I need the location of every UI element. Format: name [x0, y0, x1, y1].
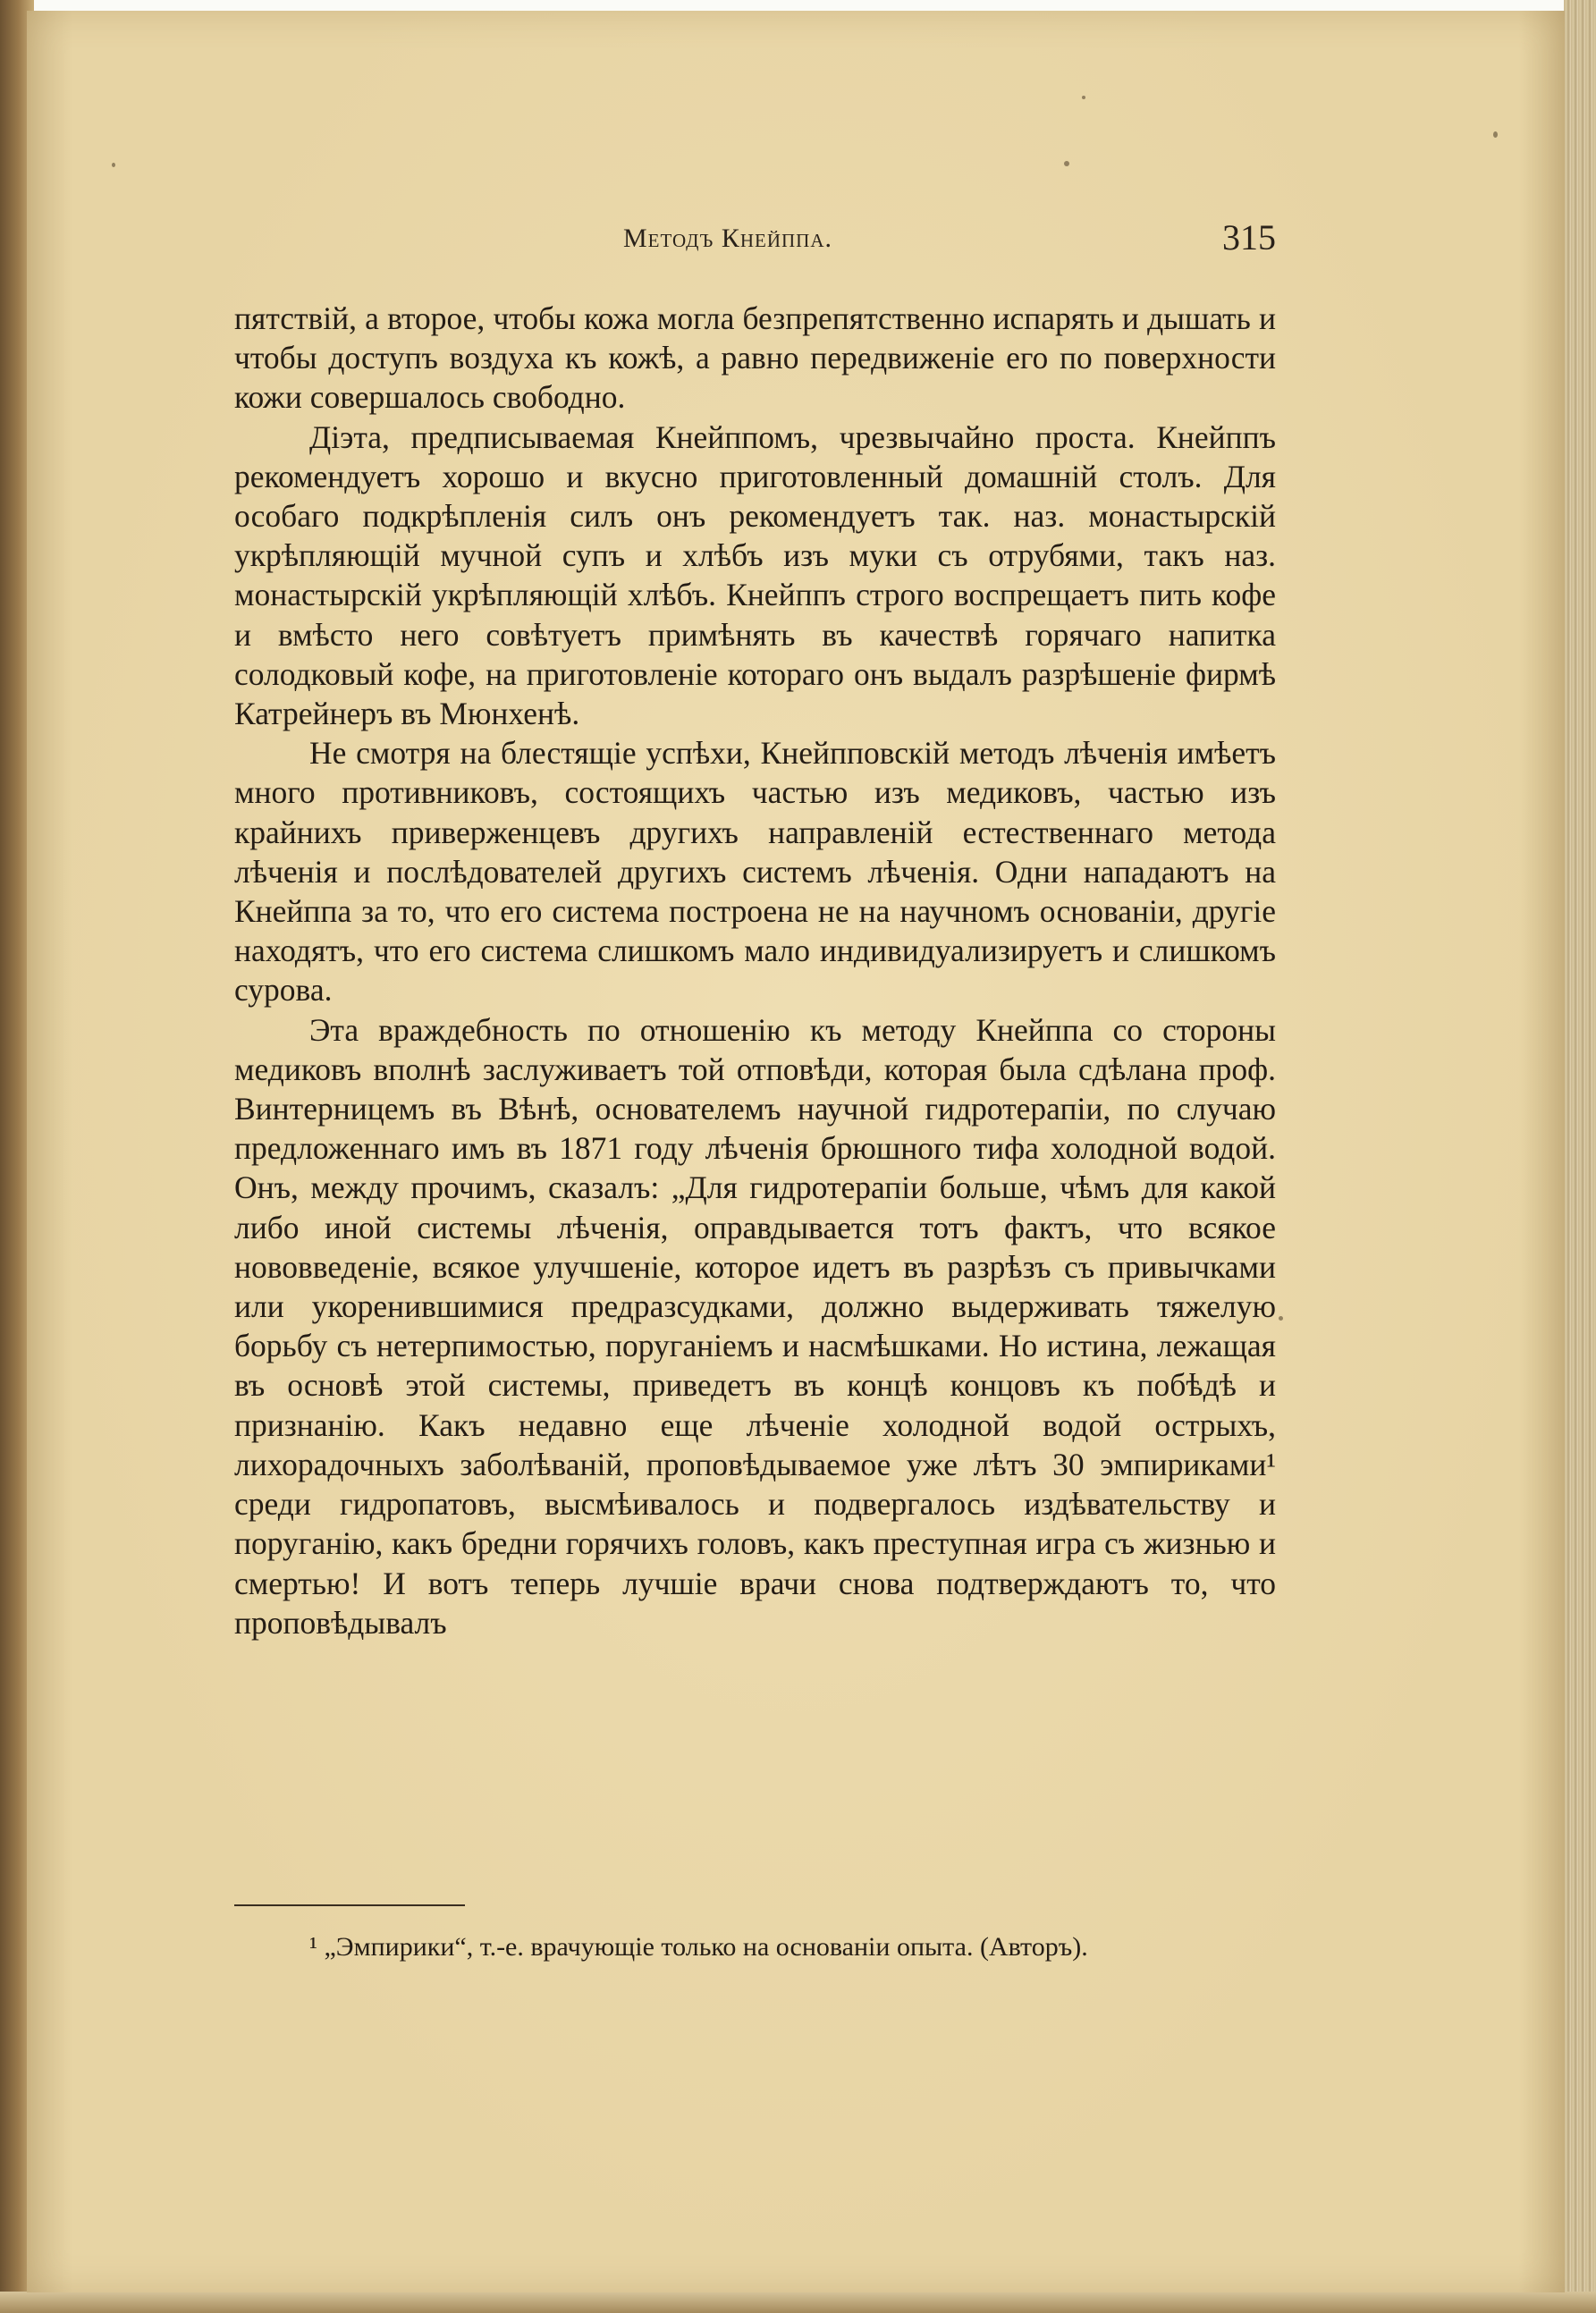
footnote-divider: [234, 1904, 465, 1906]
paragraph-3: Не смотря на блестящіе успѣхи, Кнейпповскій методъ лѣченія имѣетъ много противниковъ, состоящихъ частью изъ медиковъ, частью изъ крайнихъ приверженцевъ другихъ направленій естественнаго метода лѣченія и послѣдователей другихъ системъ лѣченія. Одни нападаютъ на Кнейппа за то, что его система построена не на научномъ основаніи, другіе находятъ, что его система слишкомъ мало индивидуализируетъ и слишкомъ сурова.: [234, 735, 1276, 1009]
page-edges: [1564, 0, 1596, 2313]
page-number: 315: [1222, 217, 1276, 257]
footnote-text: ¹ „Эмпирики“, т.-е. врачующіе только на основаніи опыта. (Авторъ).: [309, 1932, 1088, 1962]
body-text: [234, 299, 1276, 1642]
page-header: [234, 213, 1276, 266]
paragraph-1: пятствій, а второе, чтобы кожа могла безпрепятственно испарять и дышать и чтобы доступъ воздуха къ кожѣ, а равно передвиженіе его по поверхности кожи совершалось свободно.: [234, 300, 1276, 416]
paragraph-2: Діэта, предписываемая Кнейппомъ, чрезвычайно проста. Кнейппъ рекомендуетъ хорошо и вкусно приготовленный домашній столъ. Для особаго подкрѣпленія силъ онъ рекомендуетъ так. наз. монастырскій укрѣпляющій мучной супъ и хлѣбъ изъ муки съ отрубями, такъ наз. монастырскій укрѣпляющій хлѣбъ. Кнейппъ строго воспрещаетъ пить кофе и вмѣсто него совѣтуетъ примѣнять въ качествѣ горячаго напитка солодковый кофе, на приготовленіе котораго онъ выдалъ разрѣшеніе фирмѣ Катрейнеръ въ Мюнхенѣ.: [234, 418, 1276, 732]
bottom-edge: [0, 2292, 1596, 2313]
footnote: [234, 1929, 1276, 1965]
paragraph-4: Эта враждебность по отношенію къ методу Кнейппа со стороны медиковъ вполнѣ заслуживаетъ той отповѣди, которая была сдѣлана проф. Винтерницемъ въ Вѣнѣ, основателемъ научной гидротерапіи, по случаю предложеннаго имъ въ 1871 году лѣченія брюшного тифа холодной водой. Онъ, между прочимъ, сказалъ: „Для гидротерапіи больше, чѣмъ для какой либо иной системы лѣченія, оправдывается тотъ фактъ, что всякое нововведеніе, всякое улучшеніе, которое идетъ въ разрѣзъ съ привычками или укоренившимися предразсудками, должно выдерживать тяжелую борьбу съ нетерпимостью, поруганіемъ и насмѣшками. Но истина, лежащая въ основѣ этой системы, приведетъ въ концѣ концовъ къ побѣдѣ и признанію. Какъ недавно еще лѣченіе холодной водой острыхъ, лихорадочныхъ заболѣваній, проповѣдываемое уже лѣтъ 30 эмпириками¹ среди гидропатовъ, высмѣивалось и подвергалось издѣвательству и поруганію, какъ бредни горячихъ головъ, какъ преступная игра съ жизнью и смертью! И вотъ теперь лучшіе врачи снова подтверждаютъ то, что проповѣдывалъ: [234, 1011, 1276, 1641]
running-title: Методъ Кнейппа.: [623, 224, 832, 253]
